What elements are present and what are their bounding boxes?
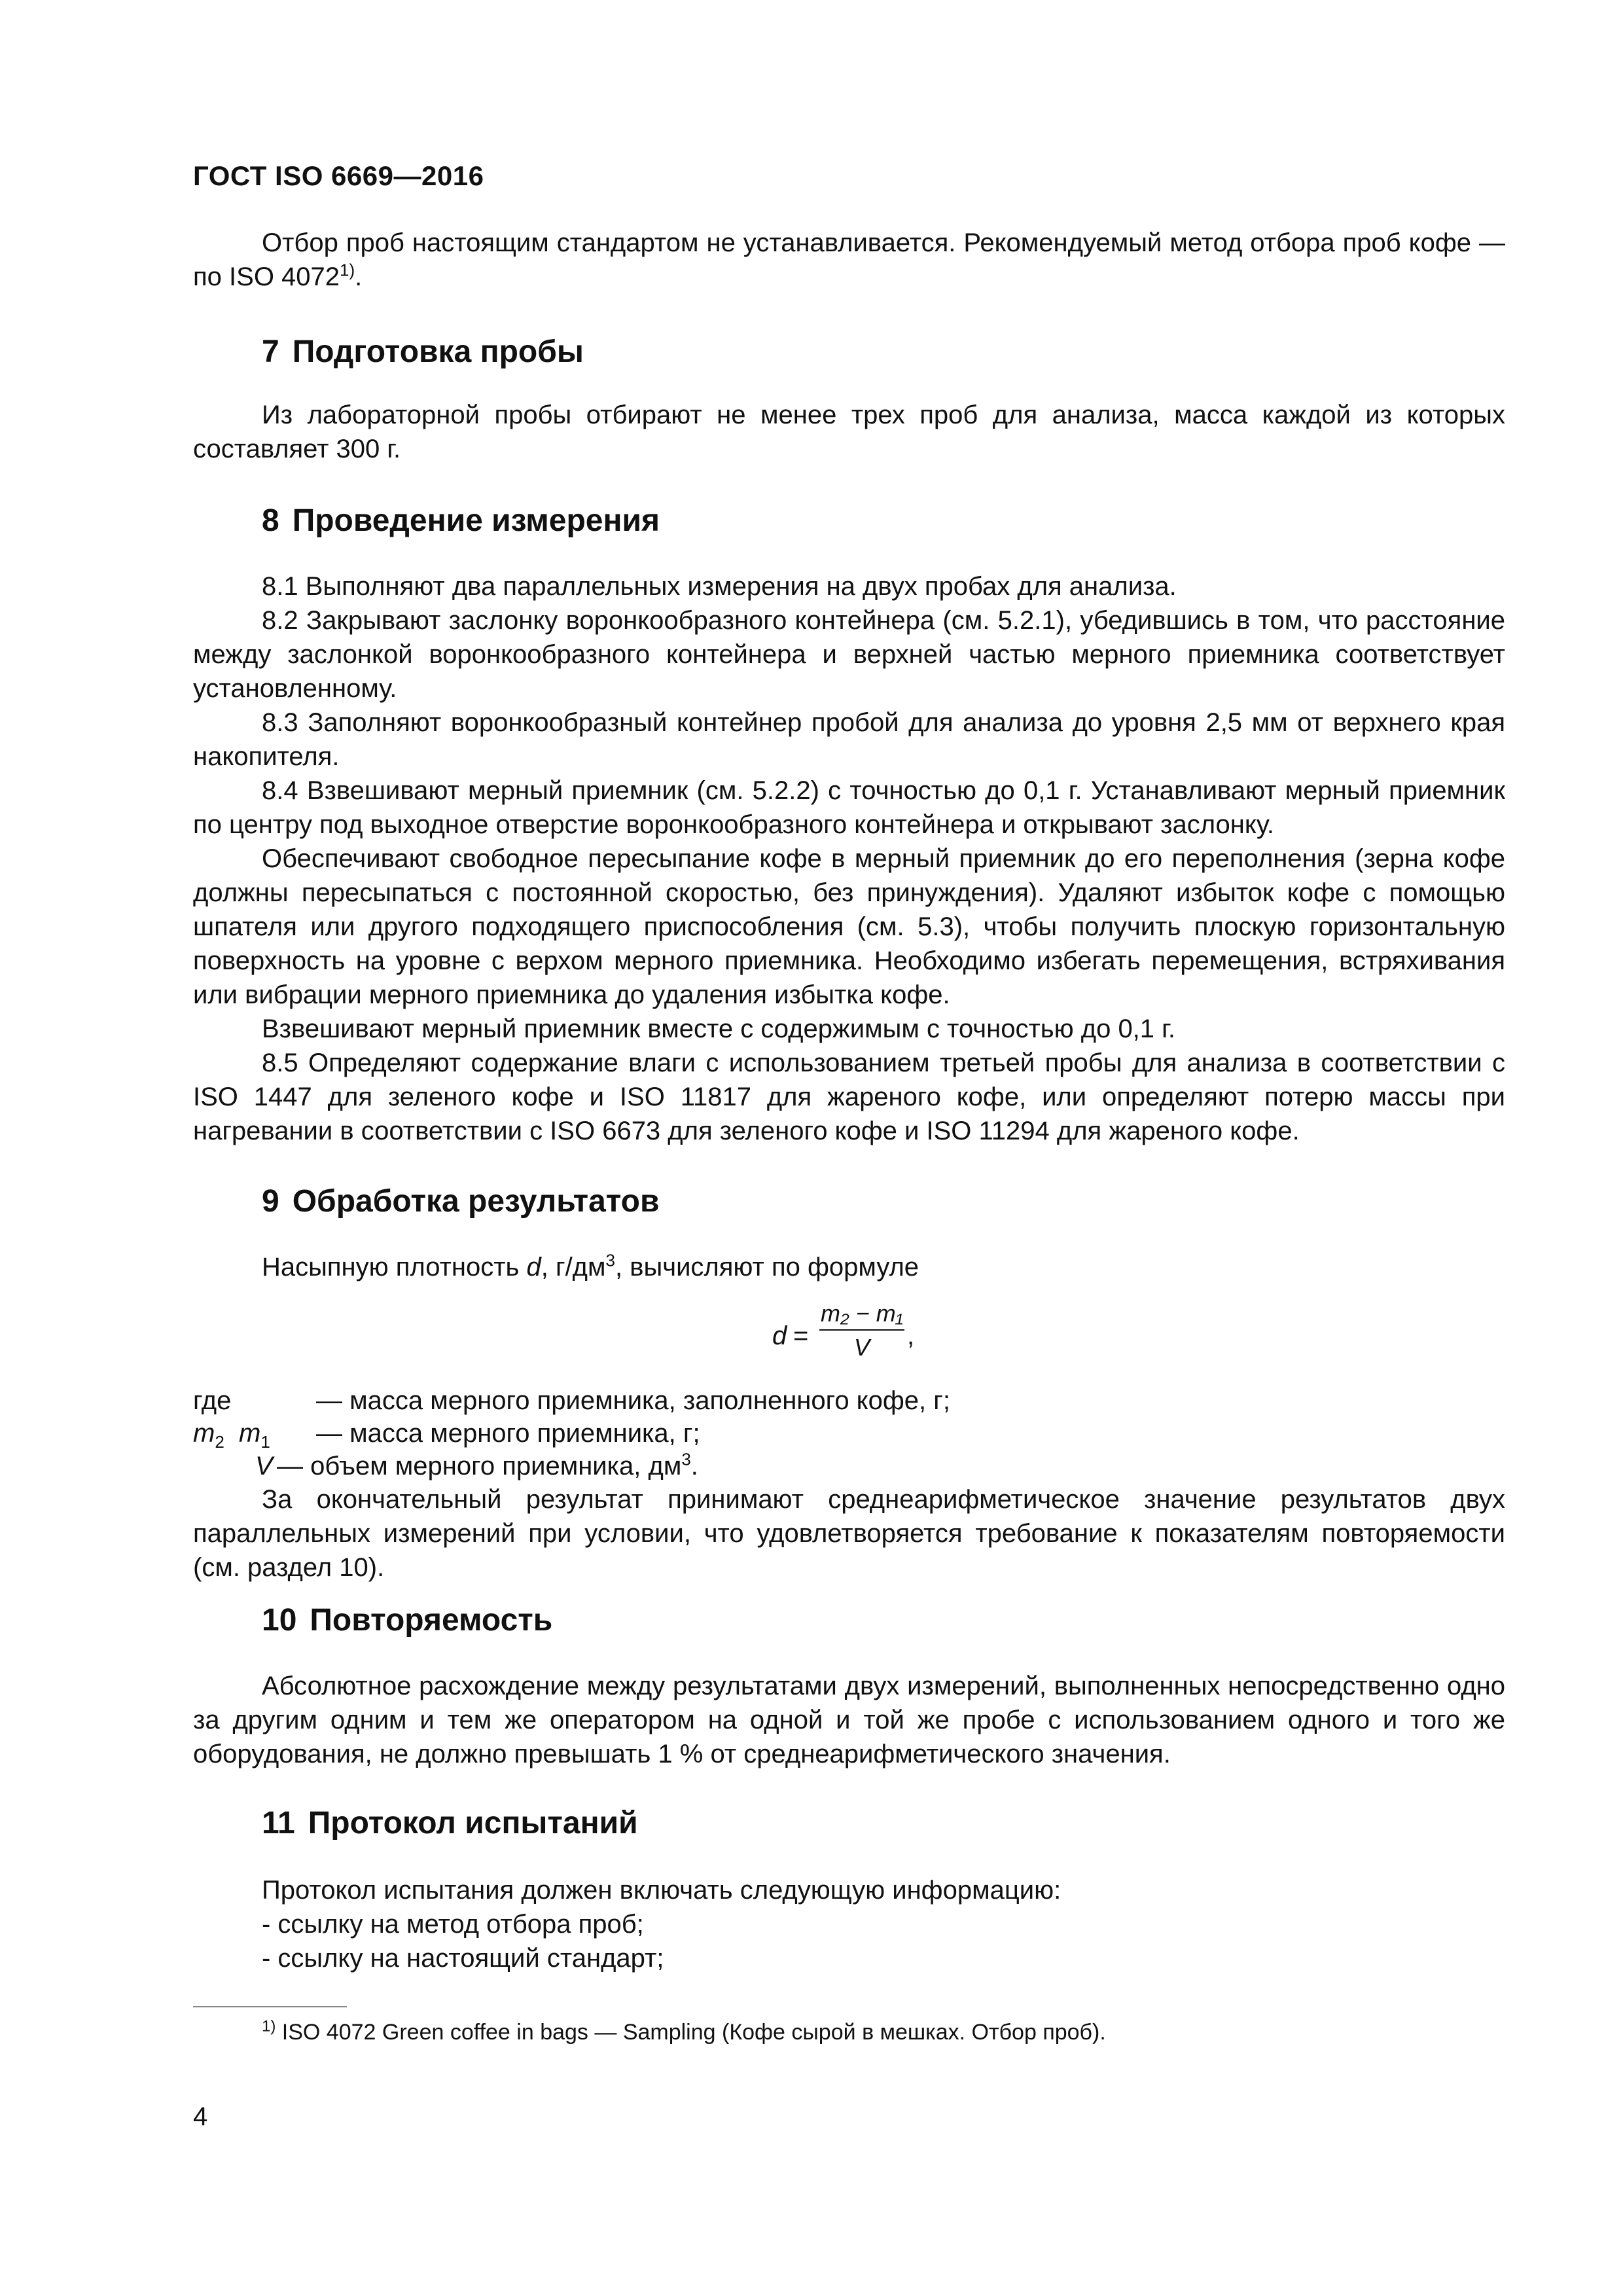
section-11-heading — [262, 1805, 638, 1841]
var-symbol: m — [193, 1419, 215, 1448]
section-11-title: Протокол испытаний — [308, 1806, 638, 1840]
var-subscript: 1 — [260, 1432, 270, 1452]
paragraph-8-2: 8.2 Закрывают заслонку воронкообразного контейнера (см. 5.2.1), убедившись в том, что расстояние между заслонкой воронкообразного контейнера и верхней частью мерного приемника соответствует установленному. — [193, 606, 1505, 703]
paragraph-8-1: 8.1 Выполняют два параллельных измерения на двух пробах для анализа. — [262, 572, 1177, 601]
density-unit-exponent: 3 — [605, 1250, 615, 1270]
protocol-intro: Протокол испытания должен включать следующую информацию: — [262, 1876, 1061, 1905]
var-unit-exponent: 3 — [681, 1449, 691, 1469]
section-10-paragraph: Абсолютное расхождение между результатами двух измерений, выполненных непосредственно одно за другим одним и тем же оператором на одной и той же пробе с использованием одного и того же оборудования, не должно превышать 1 % от среднеарифметического значения. — [193, 1672, 1505, 1768]
document-code: ГОСТ ISO 6669—2016 — [193, 160, 484, 191]
paragraph-8-5: 8.5 Определяют содержание влаги с использованием третьей пробы для анализа в соответствии с ISO 1447 для зеленого кофе и ISO 11817 для жареного кофе, или определяют потерю массы при нагревании в соответствии с ISO 6673 для зеленого кофе и ISO 11294 для жареного кофе. — [193, 1049, 1505, 1145]
section-8-number: 8 — [262, 503, 279, 538]
section-11-number: 11 — [262, 1806, 295, 1840]
formula-equals: = — [793, 1321, 809, 1350]
paragraph-8-4-pouring: Обеспечивают свободное пересыпание кофе в мерный приемник до его переполнения (зерна кофе должны пересыпаться с постоянной скоростью, без принуждения). Удаляют избыток кофе с помощью шпателя или другого подходящего приспособления (см. 5.3), чтобы получить плоскую горизонтальную поверхность на уровне с верхом мерного приемника. Необходимо избегать перемещения, встряхивания или вибрации мерного приемника до удаления избытка кофе. — [193, 844, 1505, 1009]
intro-text: Отбор проб настоящим стандартом не устанавливается. Рекомендуемый метод отбора проб кофе — по ISO 4072 — [193, 228, 1505, 291]
formula-intro-text: Насыпную плотность — [262, 1253, 527, 1282]
density-symbol: d — [526, 1253, 541, 1282]
var-description: — объем мерного приемника, дм — [277, 1452, 682, 1480]
section-8-title: Проведение измерения — [292, 503, 660, 538]
density-unit: , г/дм — [541, 1253, 606, 1282]
section-9-intro — [193, 1250, 1505, 1284]
paragraph-8-4-weighing: Взвешивают мерный приемник вместе с содержимым с точностью до 0,1 г. — [262, 1014, 1175, 1043]
protocol-item-standard: - ссылку на настоящий стандарт; — [262, 1944, 664, 1973]
var-description: — масса мерного приемника, заполненного кофе, г; — [316, 1386, 950, 1415]
var-subscript: 2 — [215, 1432, 224, 1452]
section-7-number: 7 — [262, 334, 279, 369]
var-symbol: m — [239, 1419, 261, 1448]
formula-numerator: m₂ − m₁ — [820, 1300, 904, 1327]
formula-intro-tail: , вычисляют по формуле — [615, 1253, 919, 1282]
footnote-marker: 1) — [262, 2017, 276, 2036]
intro-tail: . — [355, 262, 363, 291]
section-10-heading — [262, 1602, 552, 1638]
conclusion-paragraph: За окончательный результат принимают среднеарифметическое значение результатов двух параллельных измерений при условии, что удовлетворяется требование к показателям повторяемости (см. раздел 10). — [193, 1485, 1505, 1582]
density-formula — [772, 1299, 936, 1371]
paragraph-8-3: 8.3 Заполняют воронкообразный контейнер пробой для анализа до уровня 2,5 мм от верхнего края накопителя. — [193, 708, 1505, 771]
section-9-number: 9 — [262, 1184, 279, 1219]
formula-denominator: V — [853, 1334, 870, 1361]
section-8-heading — [262, 503, 660, 539]
formula-comma: , — [907, 1321, 915, 1350]
section-7-paragraph: Из лабораторной пробы отбирают не менее трех проб для анализа, масса каждой из которых составляет 300 г. — [193, 401, 1505, 463]
section-7-body — [193, 398, 1505, 466]
var-description: — масса мерного приемника, г; — [316, 1419, 700, 1448]
var-tail: . — [690, 1452, 698, 1480]
section-8-body — [193, 569, 1505, 1148]
paragraph-8-4: 8.4 Взвешивают мерный приемник (см. 5.2.2) с точностью до 0,1 г. Устанавливают мерный приемник по центру под выходное отверстие воронкообразного контейнера и открывают заслонку. — [193, 776, 1505, 839]
footnote-divider — [193, 2006, 347, 2007]
section-11-body — [193, 1873, 1505, 1975]
var-symbol: V — [255, 1452, 273, 1480]
section-9-conclusion — [193, 1482, 1505, 1585]
section-7-heading — [262, 334, 584, 370]
formula-lhs: d — [772, 1321, 787, 1350]
fraction-bar — [819, 1329, 904, 1331]
protocol-item-sampling: - ссылку на метод отбора проб; — [262, 1910, 644, 1939]
intro-paragraph — [193, 226, 1505, 294]
section-10-title: Повторяемость — [310, 1603, 553, 1638]
section-9-title: Обработка результатов — [292, 1184, 660, 1219]
section-7-title: Подготовка пробы — [292, 334, 584, 369]
footnote-reference[interactable]: 1) — [340, 260, 355, 280]
section-9-heading — [262, 1183, 659, 1219]
where-prefix: где — [193, 1386, 232, 1415]
footnote — [262, 2017, 1106, 2047]
page-number: 4 — [193, 2102, 208, 2131]
footnote-text: ISO 4072 Green coffee in bags — Sampling (Кофе сырой в мешках. Отбор проб). — [276, 2020, 1106, 2045]
section-10-number: 10 — [262, 1603, 297, 1638]
formula-fraction — [819, 1299, 904, 1362]
section-10-body — [193, 1669, 1505, 1771]
